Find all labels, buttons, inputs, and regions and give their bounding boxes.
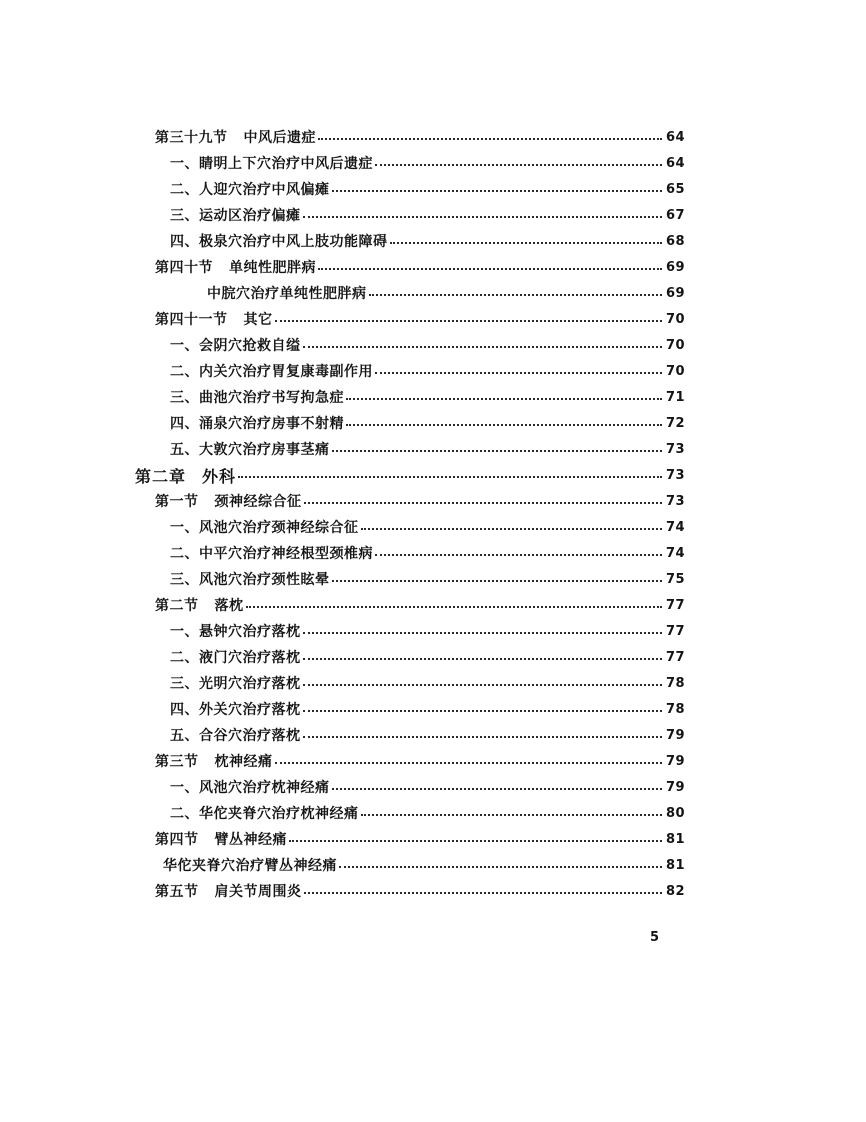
- toc-entry-page-number: 81: [666, 857, 686, 873]
- toc-entry: [155, 592, 686, 618]
- toc-entry-subtitle: 外科: [202, 466, 237, 486]
- toc-entry: [170, 540, 686, 566]
- toc-entry-page-number: 65: [666, 181, 686, 197]
- toc-entry-label: [170, 621, 301, 641]
- toc-entry-label: [155, 491, 302, 511]
- toc-entry-page-number: 70: [666, 337, 686, 353]
- toc-entry-page-number: 74: [666, 545, 686, 561]
- toc-entry-page-number: 79: [666, 727, 686, 743]
- toc-entry: [170, 618, 686, 644]
- toc-entry: [170, 176, 686, 202]
- toc-entry: [170, 202, 686, 228]
- toc-entry-label: [155, 595, 244, 615]
- toc-entry-page-number: 64: [666, 155, 686, 171]
- toc-entry-title: 三、风池穴治疗颈性眩晕: [170, 572, 330, 588]
- toc-entry: [170, 358, 686, 384]
- dot-leader: [303, 632, 663, 634]
- toc-entry-title: 第五节: [155, 884, 199, 900]
- dot-leader: [369, 294, 663, 296]
- dot-leader: [303, 658, 663, 660]
- toc-entry-title: 三、光明穴治疗落枕: [170, 676, 301, 692]
- toc-entry-page-number: 77: [666, 623, 686, 639]
- dot-leader: [238, 476, 662, 478]
- toc-entry-title: 一、睛明上下穴治疗中风后遗症: [170, 156, 373, 172]
- toc-entry-title: 第四节: [155, 832, 199, 848]
- toc-entry-label: [170, 803, 359, 823]
- toc-entry-label: [170, 335, 301, 355]
- toc-entry-page-number: 81: [666, 831, 686, 847]
- toc-entry-page-number: 78: [666, 675, 686, 691]
- toc-entry-subtitle: 落枕: [214, 598, 244, 614]
- toc-entry: [170, 566, 686, 592]
- toc-entry-page-number: 79: [666, 779, 686, 795]
- dot-leader: [375, 554, 662, 556]
- dot-leader: [332, 788, 663, 790]
- dot-leader: [303, 710, 663, 712]
- toc-entry-page-number: 74: [666, 519, 686, 535]
- toc-entry-label: [155, 751, 273, 771]
- toc-entry: [170, 384, 686, 410]
- dot-leader: [303, 216, 663, 218]
- toc-entry-page-number: 67: [666, 207, 686, 223]
- toc-entry-page-number: 73: [666, 493, 686, 509]
- toc-entry-page-number: 73: [666, 467, 686, 483]
- toc-entry: [163, 852, 686, 878]
- toc-entry-title: 二、华佗夹脊穴治疗枕神经痛: [170, 806, 359, 822]
- dot-leader: [246, 606, 663, 608]
- toc-entry-title: 四、涌泉穴治疗房事不射精: [170, 416, 344, 432]
- toc-entry-title: 第三节: [155, 754, 199, 770]
- dot-leader: [332, 580, 663, 582]
- dot-leader: [304, 892, 663, 894]
- toc-entry-page-number: 80: [666, 805, 686, 821]
- toc-entry-label: [170, 647, 301, 667]
- toc-entry-label: [170, 569, 330, 589]
- dot-leader: [303, 346, 663, 348]
- dot-leader: [361, 528, 663, 530]
- toc-entry-subtitle: 颈神经综合征: [214, 494, 302, 510]
- toc-entry-title: 一、风池穴治疗颈神经综合征: [170, 520, 359, 536]
- toc-entry: [155, 878, 686, 904]
- toc-entry-page-number: 68: [666, 233, 686, 249]
- toc-entry-page-number: 69: [666, 285, 686, 301]
- toc-entry-title: 一、风池穴治疗枕神经痛: [170, 780, 330, 796]
- toc-entry-title: 第三十九节: [155, 130, 228, 146]
- toc-entry-page-number: 69: [666, 259, 686, 275]
- table-of-contents: [0, 124, 866, 904]
- toc-entry: [135, 462, 686, 488]
- dot-leader: [304, 502, 663, 504]
- dot-leader: [303, 736, 663, 738]
- toc-entry: [155, 826, 686, 852]
- toc-entry-page-number: 71: [666, 389, 686, 405]
- toc-entry: [170, 774, 686, 800]
- toc-entry-title: 一、悬钟穴治疗落枕: [170, 624, 301, 640]
- toc-entry-label: [170, 179, 330, 199]
- toc-entry-label: [170, 231, 388, 251]
- toc-entry-label: [170, 699, 301, 719]
- toc-entry-label: [170, 777, 330, 797]
- toc-entry-label: [170, 205, 301, 225]
- toc-entry-subtitle: 肩关节周围炎: [214, 884, 302, 900]
- dot-leader: [375, 372, 662, 374]
- dot-leader: [346, 424, 662, 426]
- toc-entry: [170, 228, 686, 254]
- toc-entry-label: [155, 309, 273, 329]
- toc-entry-title: 第一节: [155, 494, 199, 510]
- dot-leader: [346, 398, 662, 400]
- toc-entry-label: [170, 725, 301, 745]
- toc-entry-subtitle: 中风后遗症: [243, 130, 316, 146]
- toc-entry: [170, 696, 686, 722]
- toc-entry-page-number: 70: [666, 311, 686, 327]
- toc-entry-page-number: 70: [666, 363, 686, 379]
- toc-entry: [207, 280, 686, 306]
- toc-entry-subtitle: 单纯性肥胖病: [229, 260, 316, 276]
- toc-entry-title: 二、中平穴治疗神经根型颈椎病: [170, 546, 373, 562]
- toc-entry: [155, 124, 686, 150]
- toc-entry-title: 二、内关穴治疗胃复康毒副作用: [170, 364, 373, 380]
- dot-leader: [318, 138, 662, 140]
- dot-leader: [275, 320, 663, 322]
- dot-leader: [289, 840, 662, 842]
- toc-entry: [170, 150, 686, 176]
- toc-entry-label: [155, 881, 302, 901]
- toc-entry: [170, 410, 686, 436]
- dot-leader: [318, 268, 662, 270]
- toc-entry-label: [170, 673, 301, 693]
- toc-entry-label: [163, 855, 337, 875]
- toc-entry-title: 华佗夹脊穴治疗臂丛神经痛: [163, 858, 337, 874]
- toc-entry-label: [170, 361, 373, 381]
- toc-entry: [155, 488, 686, 514]
- toc-entry-page-number: 77: [666, 649, 686, 665]
- toc-entry-title: 第四十节: [155, 260, 213, 276]
- toc-entry-page-number: 64: [666, 129, 686, 145]
- dot-leader: [390, 242, 663, 244]
- toc-entry-subtitle: 其它: [243, 312, 273, 328]
- dot-leader: [332, 450, 663, 452]
- toc-entry-label: [170, 517, 359, 537]
- toc-entry-title: 二、人迎穴治疗中风偏瘫: [170, 182, 330, 198]
- toc-entry: [155, 254, 686, 280]
- toc-entry-page-number: 77: [666, 597, 686, 613]
- dot-leader: [275, 762, 663, 764]
- toc-entry-title: 第二章: [135, 466, 187, 486]
- dot-leader: [361, 814, 663, 816]
- toc-entry-title: 中脘穴治疗单纯性肥胖病: [207, 286, 367, 302]
- toc-entry-label: [155, 127, 316, 147]
- toc-entry-page-number: 82: [666, 883, 686, 899]
- toc-entry: [170, 332, 686, 358]
- toc-entry-label: [155, 829, 287, 849]
- toc-entry-label: [135, 464, 236, 487]
- dot-leader: [303, 684, 663, 686]
- toc-entry-title: 四、外关穴治疗落枕: [170, 702, 301, 718]
- toc-entry-title: 第四十一节: [155, 312, 228, 328]
- toc-entry-page-number: 75: [666, 571, 686, 587]
- toc-entry-label: [170, 153, 373, 173]
- toc-entry: [155, 748, 686, 774]
- dot-leader: [339, 866, 662, 868]
- toc-entry-title: 五、大敦穴治疗房事茎痛: [170, 442, 330, 458]
- toc-entry-title: 一、会阴穴抢救自缢: [170, 338, 301, 354]
- toc-entry-subtitle: 臂丛神经痛: [214, 832, 287, 848]
- toc-entry: [170, 644, 686, 670]
- toc-entry-title: 五、合谷穴治疗落枕: [170, 728, 301, 744]
- toc-entry: [155, 306, 686, 332]
- toc-entry-label: [207, 283, 367, 303]
- toc-entry-label: [170, 439, 330, 459]
- toc-entry-title: 四、极泉穴治疗中风上肢功能障碍: [170, 234, 388, 250]
- toc-entry-page-number: 73: [666, 441, 686, 457]
- toc-entry-title: 第二节: [155, 598, 199, 614]
- toc-entry-title: 三、曲池穴治疗书写拘急症: [170, 390, 344, 406]
- toc-entry: [170, 514, 686, 540]
- toc-entry: [170, 800, 686, 826]
- toc-entry-label: [170, 543, 373, 563]
- toc-entry-title: 二、液门穴治疗落枕: [170, 650, 301, 666]
- dot-leader: [375, 164, 662, 166]
- dot-leader: [332, 190, 663, 192]
- toc-entry-label: [170, 413, 344, 433]
- toc-entry-label: [155, 257, 316, 277]
- toc-entry-label: [170, 387, 344, 407]
- toc-entry-page-number: 79: [666, 753, 686, 769]
- toc-entry: [170, 722, 686, 748]
- toc-entry: [170, 436, 686, 462]
- toc-entry-subtitle: 枕神经痛: [214, 754, 273, 770]
- toc-entry: [170, 670, 686, 696]
- toc-entry-page-number: 78: [666, 701, 686, 717]
- toc-entry-page-number: 72: [666, 415, 686, 431]
- page-number: 5: [650, 930, 660, 945]
- toc-entry-title: 三、运动区治疗偏瘫: [170, 208, 301, 224]
